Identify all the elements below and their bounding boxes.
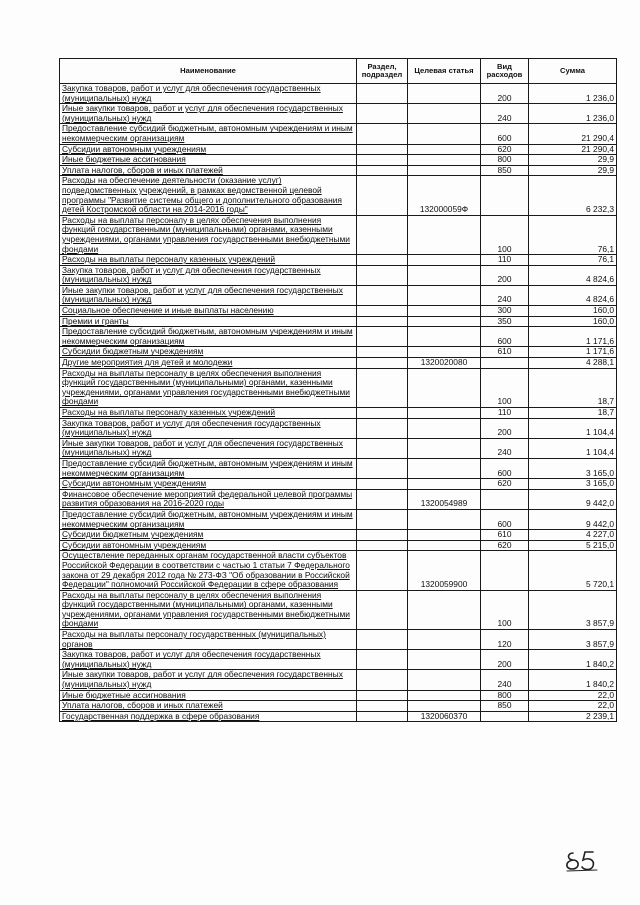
row-target-cell [408, 144, 481, 155]
row-kind-cell: 610 [481, 530, 529, 541]
row-name-cell: Расходы на обеспечение деятельности (оказание услуг) подведомственных учреждений, в рамках ведомственной целевой программы "Развитие системы общего и дополнительного образования детей Костромской области на 2014-2016 годы" [60, 176, 357, 215]
table-row [60, 347, 617, 358]
row-target-cell [408, 408, 481, 419]
row-section-cell [357, 408, 408, 419]
row-sum-cell: 18,7 [529, 368, 617, 407]
row-name-cell: Закупка товаров, работ и услуг для обеспечения государственных (муниципальных) нужд [60, 418, 357, 438]
row-kind-cell: 120 [481, 630, 529, 650]
table-row [60, 530, 617, 541]
row-sum-cell: 1 840,2 [529, 670, 617, 690]
table-row [60, 551, 617, 590]
row-kind-cell: 200 [481, 265, 529, 285]
row-name-cell: Иные бюджетные ассигнования [60, 690, 357, 701]
header-sum: Сумма [529, 59, 617, 84]
row-kind-cell: 800 [481, 690, 529, 701]
row-target-cell [408, 650, 481, 670]
row-sum-cell: 4 824,6 [529, 265, 617, 285]
row-sum-cell: 18,7 [529, 408, 617, 419]
row-name-cell: Предоставление субсидий бюджетным, автономным учреждениям и иным некоммерческим организациям [60, 327, 357, 347]
row-sum-cell: 22,0 [529, 701, 617, 712]
row-kind-cell: 600 [481, 327, 529, 347]
row-kind-cell: 620 [481, 540, 529, 551]
row-section-cell [357, 316, 408, 327]
table-row [60, 104, 617, 124]
row-target-cell [408, 590, 481, 629]
row-section-cell [357, 479, 408, 490]
row-target-cell: 1320059900 [408, 551, 481, 590]
row-sum-cell: 1 236,0 [529, 84, 617, 104]
table-row [60, 650, 617, 670]
row-sum-cell: 1 171,6 [529, 327, 617, 347]
row-section-cell [357, 155, 408, 166]
row-kind-cell: 110 [481, 408, 529, 419]
row-target-cell: 132000059Ф [408, 176, 481, 215]
row-section-cell [357, 358, 408, 369]
table-row [60, 458, 617, 478]
row-kind-cell: 620 [481, 479, 529, 490]
row-sum-cell: 3 165,0 [529, 479, 617, 490]
row-section-cell [357, 255, 408, 266]
row-kind-cell: 600 [481, 458, 529, 478]
row-target-cell [408, 285, 481, 305]
row-target-cell [408, 215, 481, 254]
row-name-cell: Премии и гранты [60, 316, 357, 327]
row-section-cell [357, 551, 408, 590]
row-kind-cell: 300 [481, 306, 529, 317]
row-section-cell [357, 306, 408, 317]
row-sum-cell: 1 171,6 [529, 347, 617, 358]
row-name-cell: Предоставление субсидий бюджетным, автономным учреждениям и иным некоммерческим организациям [60, 124, 357, 144]
row-section-cell [357, 701, 408, 712]
row-section-cell [357, 438, 408, 458]
row-target-cell [408, 479, 481, 490]
header-kind: Вид расходов [481, 59, 529, 84]
table-row [60, 176, 617, 215]
row-sum-cell: 21 290,4 [529, 124, 617, 144]
row-section-cell [357, 530, 408, 541]
row-name-cell: Субсидии автономным учреждениям [60, 540, 357, 551]
table-header-row [60, 59, 617, 84]
row-sum-cell: 1 104,4 [529, 418, 617, 438]
row-target-cell [408, 84, 481, 104]
row-target-cell: 1320054989 [408, 489, 481, 509]
table-row [60, 265, 617, 285]
row-target-cell [408, 701, 481, 712]
row-target-cell [408, 630, 481, 650]
row-kind-cell: 850 [481, 701, 529, 712]
row-section-cell [357, 84, 408, 104]
row-section-cell [357, 104, 408, 124]
table-row [60, 408, 617, 419]
row-sum-cell: 4 288,1 [529, 358, 617, 369]
row-target-cell [408, 327, 481, 347]
row-name-cell: Расходы на выплаты персоналу в целях обеспечения выполнения функций государственными (муниципальными) органами, казенными учреждениями, органами управления государственными внебюджетными фондами [60, 368, 357, 407]
row-name-cell: Субсидии автономным учреждениям [60, 144, 357, 155]
row-name-cell: Предоставление субсидий бюджетным, автономным учреждениям и иным некоммерческим организациям [60, 458, 357, 478]
budget-table [59, 58, 617, 722]
table-row [60, 144, 617, 155]
row-kind-cell: 600 [481, 509, 529, 529]
row-kind-cell: 240 [481, 438, 529, 458]
row-target-cell [408, 540, 481, 551]
row-target-cell [408, 509, 481, 529]
row-name-cell: Уплата налогов, сборов и иных платежей [60, 701, 357, 712]
row-name-cell: Иные бюджетные ассигнования [60, 155, 357, 166]
row-target-cell [408, 458, 481, 478]
row-section-cell [357, 509, 408, 529]
row-name-cell: Уплата налогов, сборов и иных платежей [60, 165, 357, 176]
row-sum-cell: 160,0 [529, 306, 617, 317]
row-name-cell: Иные закупки товаров, работ и услуг для обеспечения государственных (муниципальных) нужд [60, 438, 357, 458]
row-section-cell [357, 144, 408, 155]
row-target-cell [408, 530, 481, 541]
row-target-cell [408, 124, 481, 144]
row-name-cell: Субсидии автономным учреждениям [60, 479, 357, 490]
row-kind-cell: 240 [481, 104, 529, 124]
row-kind-cell: 100 [481, 368, 529, 407]
row-sum-cell: 9 442,0 [529, 489, 617, 509]
row-section-cell [357, 327, 408, 347]
row-target-cell [408, 438, 481, 458]
row-sum-cell: 76,1 [529, 255, 617, 266]
row-sum-cell: 6 232,3 [529, 176, 617, 215]
handwritten-page-number [563, 849, 603, 873]
row-section-cell [357, 540, 408, 551]
row-section-cell [357, 176, 408, 215]
row-kind-cell: 610 [481, 347, 529, 358]
row-sum-cell: 5 720,1 [529, 551, 617, 590]
table-row [60, 418, 617, 438]
row-name-cell: Расходы на выплаты персоналу казенных учреждений [60, 408, 357, 419]
row-target-cell [408, 255, 481, 266]
table-row [60, 306, 617, 317]
row-section-cell [357, 711, 408, 722]
table-row [60, 358, 617, 369]
row-kind-cell [481, 176, 529, 215]
table-row [60, 590, 617, 629]
row-target-cell [408, 418, 481, 438]
header-name: Наименование [60, 59, 357, 84]
row-name-cell: Расходы на выплаты персоналу в целях обеспечения выполнения функций государственными (муниципальными) органами, казенными учреждениями, органами управления государственными внебюджетными фондами [60, 215, 357, 254]
row-section-cell [357, 630, 408, 650]
row-target-cell [408, 670, 481, 690]
table-row [60, 479, 617, 490]
row-target-cell: 1320020080 [408, 358, 481, 369]
table-row [60, 489, 617, 509]
row-kind-cell: 200 [481, 650, 529, 670]
table-row [60, 327, 617, 347]
row-name-cell: Субсидии бюджетным учреждениям [60, 347, 357, 358]
table-body [60, 84, 617, 722]
row-target-cell [408, 155, 481, 166]
table-row [60, 285, 617, 305]
table-row [60, 215, 617, 254]
row-name-cell: Иные закупки товаров, работ и услуг для обеспечения государственных (муниципальных) нужд [60, 285, 357, 305]
table-row [60, 124, 617, 144]
row-section-cell [357, 285, 408, 305]
row-sum-cell: 160,0 [529, 316, 617, 327]
row-name-cell: Предоставление субсидий бюджетным, автономным учреждениям и иным некоммерческим организациям [60, 509, 357, 529]
row-sum-cell: 3 857,9 [529, 630, 617, 650]
row-kind-cell: 350 [481, 316, 529, 327]
row-section-cell [357, 650, 408, 670]
row-target-cell [408, 316, 481, 327]
row-section-cell [357, 670, 408, 690]
row-section-cell [357, 458, 408, 478]
row-target-cell [408, 368, 481, 407]
row-section-cell [357, 347, 408, 358]
row-kind-cell: 240 [481, 285, 529, 305]
row-sum-cell: 22,0 [529, 690, 617, 701]
row-kind-cell [481, 711, 529, 722]
row-target-cell [408, 165, 481, 176]
row-section-cell [357, 690, 408, 701]
row-section-cell [357, 165, 408, 176]
row-sum-cell: 5 215,0 [529, 540, 617, 551]
row-target-cell [408, 104, 481, 124]
row-kind-cell: 100 [481, 215, 529, 254]
row-name-cell: Социальное обеспечение и иные выплаты населению [60, 306, 357, 317]
row-section-cell [357, 418, 408, 438]
table-row [60, 84, 617, 104]
row-target-cell: 1320060370 [408, 711, 481, 722]
row-section-cell [357, 265, 408, 285]
table-row [60, 368, 617, 407]
row-sum-cell: 1 104,4 [529, 438, 617, 458]
row-name-cell: Расходы на выплаты персоналу государственных (муниципальных) органов [60, 630, 357, 650]
table-row [60, 670, 617, 690]
table-row [60, 255, 617, 266]
row-kind-cell [481, 358, 529, 369]
table-row [60, 165, 617, 176]
row-name-cell: Осуществление переданных органам государственной власти субъектов Российской Федерации в соответствии с частью 1 статьи 7 Федерального закона от 29 декабря 2012 года № 273-ФЗ "Об образовании в Российской Федерации" полномочий Российской Федерации в сфере образования [60, 551, 357, 590]
row-name-cell: Расходы на выплаты персоналу казенных учреждений [60, 255, 357, 266]
row-sum-cell: 4 227,0 [529, 530, 617, 541]
row-section-cell [357, 489, 408, 509]
row-target-cell [408, 265, 481, 285]
row-sum-cell: 1 840,2 [529, 650, 617, 670]
row-name-cell: Финансовое обеспечение мероприятий федеральной целевой программы развития образования на 2016-2020 годы [60, 489, 357, 509]
row-target-cell [408, 306, 481, 317]
row-sum-cell: 21 290,4 [529, 144, 617, 155]
row-kind-cell: 200 [481, 84, 529, 104]
row-sum-cell: 3 165,0 [529, 458, 617, 478]
table-row [60, 711, 617, 722]
row-kind-cell: 240 [481, 670, 529, 690]
row-sum-cell: 29,9 [529, 155, 617, 166]
row-sum-cell: 4 824,6 [529, 285, 617, 305]
row-target-cell [408, 347, 481, 358]
row-section-cell [357, 590, 408, 629]
header-target: Целевая статья [408, 59, 481, 84]
row-kind-cell: 100 [481, 590, 529, 629]
row-name-cell: Иные закупки товаров, работ и услуг для обеспечения государственных (муниципальных) нужд [60, 104, 357, 124]
row-kind-cell [481, 551, 529, 590]
row-name-cell: Закупка товаров, работ и услуг для обеспечения государственных (муниципальных) нужд [60, 84, 357, 104]
row-kind-cell: 800 [481, 155, 529, 166]
row-name-cell: Иные закупки товаров, работ и услуг для обеспечения государственных (муниципальных) нужд [60, 670, 357, 690]
row-section-cell [357, 215, 408, 254]
row-section-cell [357, 368, 408, 407]
row-sum-cell: 76,1 [529, 215, 617, 254]
row-name-cell: Субсидии бюджетным учреждениям [60, 530, 357, 541]
row-name-cell: Другие мероприятия для детей и молодежи [60, 358, 357, 369]
table-row [60, 438, 617, 458]
table-row [60, 701, 617, 712]
row-kind-cell: 850 [481, 165, 529, 176]
row-sum-cell: 3 857,9 [529, 590, 617, 629]
row-sum-cell: 1 236,0 [529, 104, 617, 124]
row-kind-cell [481, 489, 529, 509]
row-name-cell: Закупка товаров, работ и услуг для обеспечения государственных (муниципальных) нужд [60, 265, 357, 285]
row-sum-cell: 29,9 [529, 165, 617, 176]
row-kind-cell: 600 [481, 124, 529, 144]
row-sum-cell: 2 239,1 [529, 711, 617, 722]
table-row [60, 630, 617, 650]
row-section-cell [357, 124, 408, 144]
row-target-cell [408, 690, 481, 701]
row-sum-cell: 9 442,0 [529, 509, 617, 529]
row-name-cell: Расходы на выплаты персоналу в целях обеспечения выполнения функций государственными (муниципальными) органами, казенными учреждениями, органами управления государственными внебюджетными фондами [60, 590, 357, 629]
table-row [60, 509, 617, 529]
row-kind-cell: 620 [481, 144, 529, 155]
table-row [60, 316, 617, 327]
header-section: Раздел, подраздел [357, 59, 408, 84]
row-kind-cell: 110 [481, 255, 529, 266]
table-row [60, 690, 617, 701]
row-name-cell: Закупка товаров, работ и услуг для обеспечения государственных (муниципальных) нужд [60, 650, 357, 670]
table-row [60, 540, 617, 551]
row-kind-cell: 200 [481, 418, 529, 438]
table-row [60, 155, 617, 166]
row-name-cell: Государственная поддержка в сфере образования [60, 711, 357, 722]
